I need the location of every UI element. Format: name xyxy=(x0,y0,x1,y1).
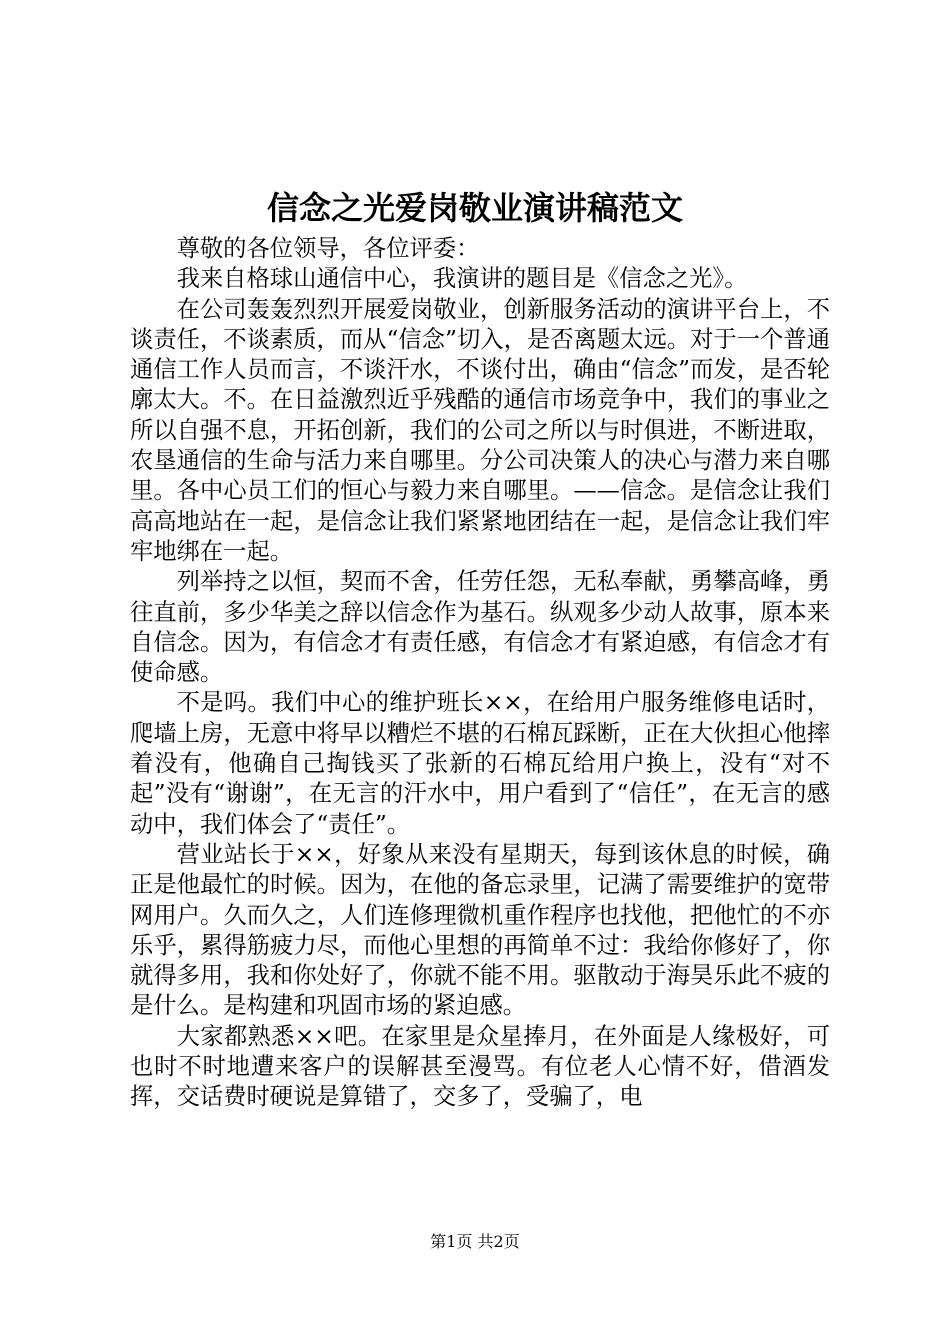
paragraph-belief: 在公司轰轰烈烈开展爱岗敬业，创新服务活动的演讲平台上，不谈责任，不谈素质，而从“信念”切入，是否离题太远。对于一个普通通信工作人员而言，不谈汗水，不谈付出，确由“信念”而发，是否轮廓太大。不。在日益激烈近乎残酷的通信市场竞争中，我们的事业之所以自强不息，开拓创新，我们的公司之所以与时俱进，不断进取，农垦通信的生命与活力来自哪里。分公司决策人的决心与潜力来自哪里。各中心员工们的恒心与毅力来自哪里。——信念。是信念让我们高高地站在一起，是信念让我们紧紧地团结在一起，是信念让我们牢牢地绑在一起。 xyxy=(130,295,830,565)
paragraph-maintenance-story: 不是吗。我们中心的维护班长××，在给用户服务维修电话时，爬墙上房，无意中将早以糟烂不堪的石棉瓦踩断，正在大伙担心他摔着没有，他确自己掏钱买了张新的石棉瓦给用户换上，没有“对不起”没有“谢谢”，在无言的汗水中，用户看到了“信任”，在无言的感动中，我们体会了“责任”。 xyxy=(130,689,830,838)
document-body xyxy=(130,234,830,1113)
paragraph-intro: 我来自格球山通信中心，我演讲的题目是《信念之光》。 xyxy=(176,265,748,293)
paragraph-business-story: 营业站长于××，好象从来没有星期天，每到该休息的时候，确正是他最忙的时候。因为，在他的备忘录里，记满了需要维护的宽带网用户。久而久之，人们连修理微机重作程序也找他，把他忙的不亦乐乎，累得筋疲力尽，而他心里想的再简单不过：我给你修好了，你就得多用，我和你处好了，你就不能不用。驱散动于海昊乐此不疲的是什么。是构建和巩固市场的紧迫感。 xyxy=(130,840,830,1020)
page-number: 第1页 共2页 xyxy=(430,1232,520,1251)
paragraph-salutation: 尊敬的各位领导，各位评委： xyxy=(176,235,480,262)
document-title: 信念之光爱岗敬业演讲稿范文 xyxy=(266,189,683,227)
paragraph-customer-story: 大家都熟悉××吧。在家里是众星捧月，在外面是人缘极好，可也时不时地遭来客户的误解甚至漫骂。有位老人心情不好，借酒发挥，交话费时硬说是算错了，交多了，受骗了，电 xyxy=(130,1022,830,1111)
paragraph-cornerstone: 列举持之以恒，契而不舍，任劳任怨，无私奉献，勇攀高峰，勇往直前，多少华美之辞以信念作为基石。纵观多少动人故事，原本来自信念。因为，有信念才有责任感，有信念才有紧迫感，有信念才有使命感。 xyxy=(130,568,830,687)
